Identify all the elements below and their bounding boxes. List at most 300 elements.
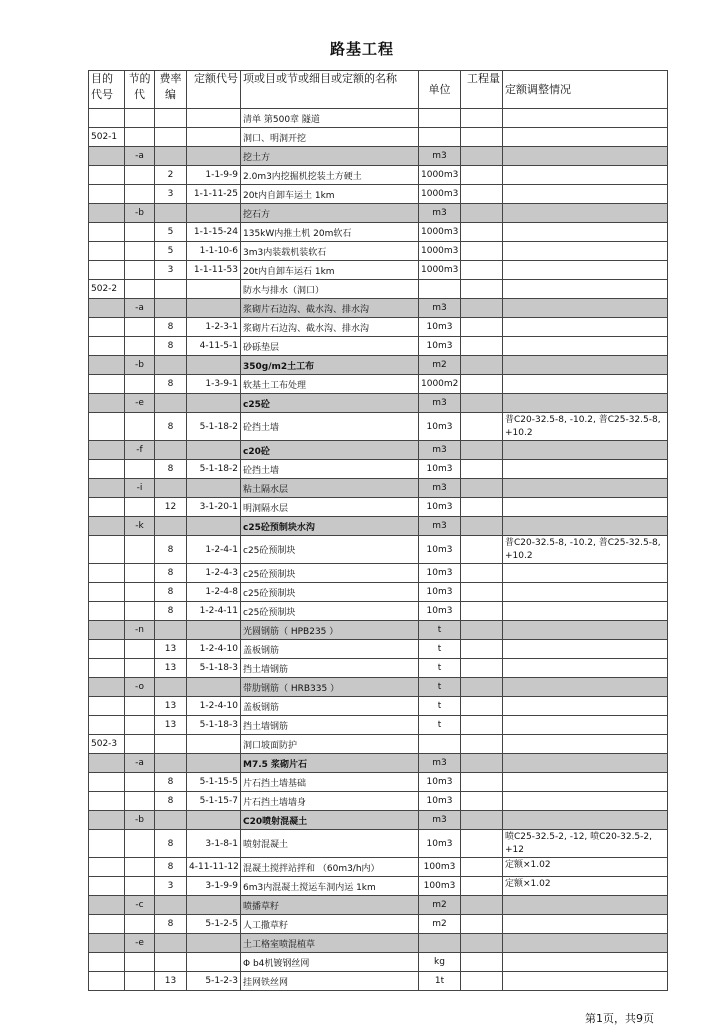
cell-name: M7.5 浆砌片石: [241, 754, 419, 773]
cell-name: 防水与排水（洞口）: [241, 280, 419, 299]
cell-unit: m3: [419, 811, 461, 830]
cell-qty: [461, 517, 503, 536]
cell-name: 3m3内装载机装软石: [241, 242, 419, 261]
cell-code: [89, 318, 125, 337]
cell-code: [89, 109, 125, 128]
cell-quota: 5-1-18-3: [187, 659, 241, 678]
cell-qty: [461, 659, 503, 678]
cell-jie: [125, 858, 155, 877]
cell-jie: [125, 318, 155, 337]
cell-jie: [125, 498, 155, 517]
cell-adj: [503, 479, 668, 498]
cell-adj: [503, 640, 668, 659]
cell-jie: [125, 972, 155, 991]
cell-quota: [187, 128, 241, 147]
cell-jie: [125, 583, 155, 602]
cell-code: [89, 773, 125, 792]
cell-qty: [461, 678, 503, 697]
cell-name: 挖石方: [241, 204, 419, 223]
cell-quota: 1-2-4-3: [187, 564, 241, 583]
cell-quota: [187, 896, 241, 915]
cell-jie: -e: [125, 934, 155, 953]
cell-qty: [461, 413, 503, 441]
section-row: [89, 678, 668, 697]
cell-fee: 8: [155, 460, 187, 479]
header-unit: 单位: [419, 71, 461, 109]
cell-unit: 10m3: [419, 602, 461, 621]
cell-unit: m3: [419, 394, 461, 413]
cell-quota: 3-1-20-1: [187, 498, 241, 517]
cell-jie: [125, 716, 155, 735]
cell-fee: [155, 394, 187, 413]
cell-adj: [503, 602, 668, 621]
cell-unit: m3: [419, 299, 461, 318]
cell-qty: [461, 792, 503, 811]
cell-fee: 5: [155, 223, 187, 242]
header-quota-code: 定额代号: [187, 71, 241, 109]
cell-jie: [125, 109, 155, 128]
cell-quota: [187, 811, 241, 830]
table-row: [89, 583, 668, 602]
cell-unit: 10m3: [419, 773, 461, 792]
section-row: [89, 811, 668, 830]
cell-adj: [503, 498, 668, 517]
table-row: [89, 375, 668, 394]
cell-qty: [461, 564, 503, 583]
cell-jie: [125, 261, 155, 280]
cell-qty: [461, 498, 503, 517]
cell-qty: [461, 147, 503, 166]
cell-fee: [155, 128, 187, 147]
table-row: [89, 498, 668, 517]
cell-unit: m3: [419, 441, 461, 460]
cell-code: [89, 896, 125, 915]
cell-jie: -c: [125, 896, 155, 915]
cell-fee: [155, 356, 187, 375]
cell-unit: [419, 280, 461, 299]
cell-adj: [503, 517, 668, 536]
cell-fee: [155, 621, 187, 640]
cell-name: 清单 第500章 隧道: [241, 109, 419, 128]
cell-jie: [125, 223, 155, 242]
cell-adj: 普C20-32.5-8, -10.2, 普C25-32.5-8, +10.2: [503, 536, 668, 564]
cell-name: 135kW内推土机 20m软石: [241, 223, 419, 242]
cell-qty: [461, 166, 503, 185]
cell-unit: [419, 934, 461, 953]
cell-fee: 8: [155, 915, 187, 934]
cell-code: [89, 972, 125, 991]
cell-fee: [155, 953, 187, 972]
cell-unit: t: [419, 640, 461, 659]
cell-unit: [419, 128, 461, 147]
cell-name: 350g/m2土工布: [241, 356, 419, 375]
cell-quota: 1-1-11-25: [187, 185, 241, 204]
cell-name: 挡土墙钢筋: [241, 716, 419, 735]
cell-adj: [503, 166, 668, 185]
cell-code: [89, 441, 125, 460]
cell-unit: t: [419, 697, 461, 716]
cell-name: 挡土墙钢筋: [241, 659, 419, 678]
table-row: [89, 280, 668, 299]
table-row: [89, 564, 668, 583]
section-row: [89, 356, 668, 375]
table-row: [89, 109, 668, 128]
cell-qty: [461, 697, 503, 716]
cell-unit: 10m3: [419, 830, 461, 858]
cell-qty: [461, 621, 503, 640]
cell-adj: [503, 811, 668, 830]
cell-name: 喷播草籽: [241, 896, 419, 915]
cell-code: 502-1: [89, 128, 125, 147]
cell-quota: [187, 953, 241, 972]
cell-name: 土工格室喷混植草: [241, 934, 419, 953]
cell-quota: [187, 735, 241, 754]
cell-adj: [503, 204, 668, 223]
cell-adj: [503, 128, 668, 147]
cell-unit: m2: [419, 896, 461, 915]
cell-unit: [419, 735, 461, 754]
cell-adj: [503, 394, 668, 413]
cell-code: 502-3: [89, 735, 125, 754]
cell-unit: 1000m3: [419, 166, 461, 185]
cell-unit: m3: [419, 479, 461, 498]
section-row: [89, 204, 668, 223]
cell-jie: [125, 242, 155, 261]
cell-code: [89, 678, 125, 697]
cell-quota: 1-1-10-6: [187, 242, 241, 261]
cell-adj: 定额×1.02: [503, 858, 668, 877]
cell-fee: [155, 735, 187, 754]
cell-name: 砼挡土墙: [241, 460, 419, 479]
cell-unit: t: [419, 716, 461, 735]
cell-name: 2.0m3内挖掘机挖装土方硬土: [241, 166, 419, 185]
table-row: [89, 261, 668, 280]
page-title: 路基工程: [329, 40, 394, 58]
cell-qty: [461, 460, 503, 479]
cell-qty: [461, 811, 503, 830]
cell-fee: [155, 678, 187, 697]
cell-adj: [503, 280, 668, 299]
cell-qty: [461, 375, 503, 394]
cell-code: [89, 915, 125, 934]
cell-qty: [461, 394, 503, 413]
cell-fee: 12: [155, 498, 187, 517]
cell-adj: [503, 356, 668, 375]
cell-qty: [461, 896, 503, 915]
cell-name: 砼挡土墙: [241, 413, 419, 441]
cell-fee: 5: [155, 242, 187, 261]
cell-adj: [503, 915, 668, 934]
cell-name: c25砼预制块: [241, 564, 419, 583]
cell-code: [89, 564, 125, 583]
cell-quota: [187, 621, 241, 640]
cell-jie: -n: [125, 621, 155, 640]
header-fee-rate: 费率编: [155, 71, 187, 109]
table-row: [89, 830, 668, 858]
cell-quota: [187, 479, 241, 498]
cell-unit: 10m3: [419, 792, 461, 811]
cell-name: 盖板钢筋: [241, 697, 419, 716]
cell-code: [89, 356, 125, 375]
table-row: [89, 792, 668, 811]
cell-qty: [461, 280, 503, 299]
cell-code: [89, 185, 125, 204]
cell-qty: [461, 356, 503, 375]
cell-qty: [461, 536, 503, 564]
cell-fee: 8: [155, 773, 187, 792]
cell-code: [89, 811, 125, 830]
cell-name: 带肋钢筋（ HRB335 ）: [241, 678, 419, 697]
cell-fee: 13: [155, 640, 187, 659]
cell-unit: t: [419, 678, 461, 697]
cell-qty: [461, 441, 503, 460]
cell-name: C20喷射混凝土: [241, 811, 419, 830]
cell-name: 20t内自卸车运石 1km: [241, 261, 419, 280]
cell-jie: [125, 460, 155, 479]
cell-qty: [461, 261, 503, 280]
cell-jie: [125, 915, 155, 934]
cell-jie: -b: [125, 204, 155, 223]
cell-qty: [461, 242, 503, 261]
cell-name: 浆砌片石边沟、截水沟、排水沟: [241, 299, 419, 318]
cell-jie: [125, 773, 155, 792]
cell-unit: 10m3: [419, 337, 461, 356]
cell-code: [89, 583, 125, 602]
cell-code: [89, 754, 125, 773]
cell-quota: [187, 394, 241, 413]
section-row: [89, 147, 668, 166]
table-row: [89, 640, 668, 659]
cell-jie: -b: [125, 811, 155, 830]
cell-quota: 1-2-4-10: [187, 697, 241, 716]
cell-adj: [503, 299, 668, 318]
cell-jie: -e: [125, 394, 155, 413]
cell-jie: [125, 564, 155, 583]
cell-unit: m3: [419, 204, 461, 223]
cell-qty: [461, 934, 503, 953]
cell-qty: [461, 185, 503, 204]
cell-qty: [461, 299, 503, 318]
cell-jie: [125, 877, 155, 896]
cell-name: c25砼预制块: [241, 602, 419, 621]
cell-adj: [503, 678, 668, 697]
table-row: [89, 242, 668, 261]
cell-name: 盖板钢筋: [241, 640, 419, 659]
cell-code: [89, 697, 125, 716]
cell-fee: 8: [155, 375, 187, 394]
section-row: [89, 754, 668, 773]
cell-jie: -a: [125, 754, 155, 773]
cell-fee: [155, 441, 187, 460]
table-row: [89, 318, 668, 337]
cell-qty: [461, 602, 503, 621]
table-row: [89, 716, 668, 735]
cell-code: [89, 536, 125, 564]
cell-name: 人工撒草籽: [241, 915, 419, 934]
header-adjustment: 定额调整情况: [503, 71, 668, 109]
cell-adj: 喷C25-32.5-2, -12, 喷C20-32.5-2, +12: [503, 830, 668, 858]
cell-adj: [503, 318, 668, 337]
cell-quota: [187, 280, 241, 299]
cell-quota: 5-1-18-2: [187, 413, 241, 441]
header-section: 节的代: [125, 71, 155, 109]
cell-name: c20砼: [241, 441, 419, 460]
table-row: [89, 536, 668, 564]
cell-jie: -a: [125, 147, 155, 166]
cell-quota: 5-1-2-3: [187, 972, 241, 991]
table-row: [89, 858, 668, 877]
cell-qty: [461, 479, 503, 498]
cell-unit: 100m3: [419, 858, 461, 877]
cell-adj: 定额×1.02: [503, 877, 668, 896]
header-row: [89, 71, 668, 109]
cell-code: [89, 830, 125, 858]
section-row: [89, 394, 668, 413]
cell-name: 明洞隔水层: [241, 498, 419, 517]
cell-quota: 5-1-2-5: [187, 915, 241, 934]
cell-quota: 1-2-4-10: [187, 640, 241, 659]
header-quantity: 工程量: [461, 71, 503, 109]
cell-code: [89, 337, 125, 356]
cell-unit: 1000m3: [419, 261, 461, 280]
cell-adj: [503, 261, 668, 280]
section-row: [89, 934, 668, 953]
cell-jie: -f: [125, 441, 155, 460]
cell-quota: 3-1-9-9: [187, 877, 241, 896]
cell-code: [89, 716, 125, 735]
cell-quota: 1-2-4-1: [187, 536, 241, 564]
cell-qty: [461, 716, 503, 735]
cell-name: 挖土方: [241, 147, 419, 166]
cell-unit: 1000m3: [419, 242, 461, 261]
cell-adj: [503, 659, 668, 678]
cell-fee: [155, 811, 187, 830]
cell-code: [89, 517, 125, 536]
cell-fee: 3: [155, 877, 187, 896]
section-row: [89, 621, 668, 640]
cell-jie: [125, 792, 155, 811]
cell-unit: 10m3: [419, 460, 461, 479]
cell-quota: 1-2-4-11: [187, 602, 241, 621]
cell-fee: 8: [155, 858, 187, 877]
cell-jie: [125, 536, 155, 564]
cell-adj: [503, 564, 668, 583]
cell-jie: -b: [125, 356, 155, 375]
cell-name: 20t内自卸车运土 1km: [241, 185, 419, 204]
cell-jie: [125, 375, 155, 394]
cell-qty: [461, 972, 503, 991]
cell-fee: [155, 147, 187, 166]
cell-jie: [125, 413, 155, 441]
cell-fee: [155, 517, 187, 536]
cell-name: 浆砌片石边沟、截水沟、排水沟: [241, 318, 419, 337]
cell-fee: 8: [155, 564, 187, 583]
cell-quota: 1-2-4-8: [187, 583, 241, 602]
cell-fee: [155, 280, 187, 299]
cell-qty: [461, 109, 503, 128]
header-code: 目的代号: [89, 71, 125, 109]
cell-fee: [155, 299, 187, 318]
cell-quota: 5-1-18-2: [187, 460, 241, 479]
cell-code: [89, 934, 125, 953]
cell-qty: [461, 223, 503, 242]
cell-quota: 5-1-15-5: [187, 773, 241, 792]
cell-unit: 10m3: [419, 413, 461, 441]
cell-code: 502-2: [89, 280, 125, 299]
section-row: [89, 479, 668, 498]
cell-qty: [461, 877, 503, 896]
cell-code: [89, 147, 125, 166]
table-row: [89, 877, 668, 896]
cell-adj: [503, 441, 668, 460]
cell-jie: -o: [125, 678, 155, 697]
cell-fee: 13: [155, 972, 187, 991]
cell-unit: m3: [419, 754, 461, 773]
cell-quota: 1-1-15-24: [187, 223, 241, 242]
cell-adj: [503, 223, 668, 242]
cell-code: [89, 204, 125, 223]
table-row: [89, 915, 668, 934]
cell-unit: 10m3: [419, 318, 461, 337]
cell-jie: [125, 953, 155, 972]
cell-code: [89, 299, 125, 318]
table-row: [89, 337, 668, 356]
cell-fee: 8: [155, 583, 187, 602]
cell-unit: m3: [419, 147, 461, 166]
cell-unit: 10m3: [419, 498, 461, 517]
cell-adj: [503, 621, 668, 640]
cell-code: [89, 659, 125, 678]
cell-name: 光圆钢筋（ HPB235 ）: [241, 621, 419, 640]
cell-qty: [461, 830, 503, 858]
cell-adj: [503, 697, 668, 716]
cell-code: [89, 792, 125, 811]
cell-unit: t: [419, 621, 461, 640]
section-row: [89, 441, 668, 460]
cell-unit: 10m3: [419, 536, 461, 564]
cell-adj: [503, 792, 668, 811]
cell-quota: 1-3-9-1: [187, 375, 241, 394]
cell-unit: [419, 109, 461, 128]
cell-name: 片石挡土墙基础: [241, 773, 419, 792]
cell-code: [89, 498, 125, 517]
cell-jie: [125, 735, 155, 754]
cell-fee: 3: [155, 185, 187, 204]
cell-qty: [461, 754, 503, 773]
cell-unit: 1000m2: [419, 375, 461, 394]
cell-jie: [125, 830, 155, 858]
cell-code: [89, 602, 125, 621]
cell-fee: 8: [155, 536, 187, 564]
cell-fee: 3: [155, 261, 187, 280]
cell-name: 6m3内混凝土搅运车洞内运 1km: [241, 877, 419, 896]
cell-jie: [125, 166, 155, 185]
cell-quota: [187, 754, 241, 773]
table-row: [89, 185, 668, 204]
cell-adj: 普C20-32.5-8, -10.2, 普C25-32.5-8, +10.2: [503, 413, 668, 441]
cell-quota: [187, 109, 241, 128]
cell-fee: [155, 479, 187, 498]
cell-name: c25砼预制块: [241, 536, 419, 564]
cell-code: [89, 375, 125, 394]
cell-fee: 2: [155, 166, 187, 185]
cell-adj: [503, 375, 668, 394]
cell-quota: [187, 517, 241, 536]
table-row: [89, 166, 668, 185]
cell-quota: 1-2-3-1: [187, 318, 241, 337]
cell-quota: 3-1-8-1: [187, 830, 241, 858]
cell-code: [89, 166, 125, 185]
